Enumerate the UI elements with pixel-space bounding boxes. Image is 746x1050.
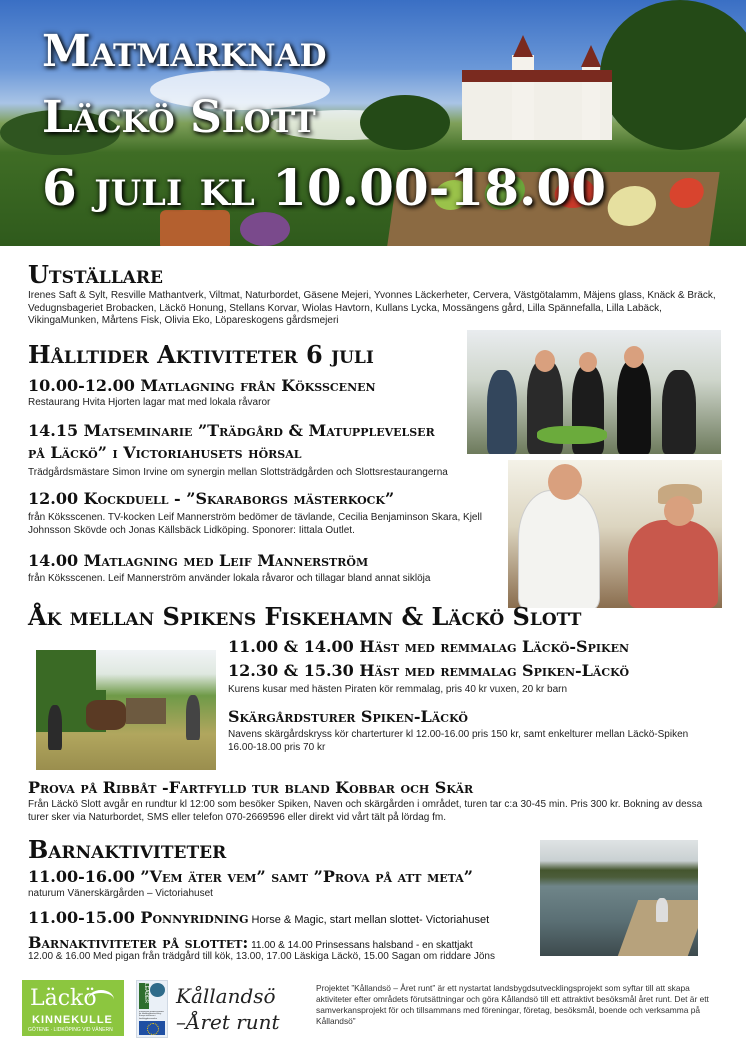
kids-3-text: 11.00 & 14.00 Prinsessans halsband - en skattjakt: [248, 940, 473, 951]
activity-3-title: 12.00 Kockduell - ”Skaraborgs mästerkock”: [28, 489, 395, 508]
activity-4-text: från Köksscenen. Leif Mannerström använder lokala råvaror och tillagar bland annat siklöja: [28, 573, 431, 584]
eu-caption: Europeiska jordbruksfonden för landsbygdsutveckling: Europa investerar i landsbygdsområden: [139, 1011, 164, 1020]
kallandso-logo-line1: Kållandsö: [176, 984, 276, 1008]
kids-heading: Barnaktiviteter: [28, 835, 227, 864]
activity-3-text: från Köksscenen. TV-kocken Leif Mannerström bedömer de tävlande, Cecilia Benjaminson Skara, Kjell Johnsson Skövde och Jonas Källsbäck Lidköping. Sponorer: Iittala Outlet.: [28, 512, 482, 536]
rib-title: Prova på Ribbåt -Fartfylld tur bland Kobbar och Skär: [28, 778, 474, 797]
hero-title-line3: 6 juli kl 10.00-18.00: [42, 158, 606, 217]
photo-crowd: [467, 330, 721, 454]
activity-2-title: 14.15 Matseminarie ”Trädgård & Matupplevelser: [28, 421, 435, 440]
lacko-kinnekulle-logo: [22, 980, 124, 1036]
logo2-text: LEADER: [143, 983, 149, 1004]
kids-1-text: naturum Vänerskärgården – Victoriahuset: [28, 888, 213, 899]
hero-title-line2: Läckö Slott: [42, 92, 316, 143]
activity-2-title-2: på Läckö” i Victoriahusets hörsal: [28, 443, 302, 462]
activity-2-text: Trädgårdsmästare Simon Irvine om synergin mellan Slottsträdgården och Slottsrestaurangerna: [28, 467, 448, 478]
horse-1-title: 11.00 & 14.00 Häst med remmalag Läckö-Spiken: [228, 637, 630, 656]
logo1-sub: KINNEKULLE: [32, 1014, 113, 1026]
tree: [360, 95, 450, 150]
hero-photo: [0, 0, 746, 246]
castle: [462, 40, 612, 140]
boat-title: Skärgårdsturer Spiken-Läckö: [228, 707, 468, 726]
boat-text: Navens skärgårdskryss kör charterturer kl 12.00-16.00 pris 150 kr, samt enkelturer mellan Läckö-Spiken 16.00-18.00 pris 70 kr: [228, 729, 689, 753]
kids-1-title: 11.00-16.00 ”Vem äter vem” samt ”Prova på att meta”: [28, 867, 473, 886]
logo1-tag: GÖTENE · LIDKÖPING VID VÄNERN: [28, 1027, 113, 1033]
globe-icon: [150, 983, 165, 997]
leader-eu-logo: [136, 980, 168, 1038]
wave-icon: [88, 990, 114, 1009]
exhibitors-text: Irenes Saft & Sylt, Resville Mathantverk, Viltmat, Naturbordet, Gäsene Mejeri, Yvonnes Läckerheter, Cervera, Västgötalamm, Mäjens glass, Knäck & Bräck, Vedugnsbageriet Brobacken, Läckö Honung, Stellans Korvar, Wiolas Havtorn, Kullans Lycka, Mossängens gård, Lilla Spännefalla, Lilla Labäck, VikingaMunken, Mårtens Fisk, Olivia Eko, Löpareskogens gårdsmejeri: [28, 290, 716, 326]
hero-title-line1: Matmarknad: [42, 26, 327, 77]
kids-3-title: Barnaktiviteter på slottet:: [28, 933, 249, 952]
activity-1-text: Restaurang Hvita Hjorten lagar mat med lokala råvaror: [28, 397, 271, 408]
activity-4-title: 14.00 Matlagning med Leif Mannerström: [28, 551, 369, 570]
kids-2-row: [28, 908, 489, 928]
kids-2-title: 11.00-15.00 Ponnyridning: [28, 908, 249, 927]
photo-fishing-dock: [540, 840, 698, 956]
photo-horse-carriage: [36, 650, 216, 770]
logo1-name: Läckö: [30, 986, 97, 1011]
tree: [600, 0, 746, 150]
transport-heading: Åk mellan Spikens Fiskehamn & Läckö Slott: [28, 602, 582, 631]
kids-3-row: [28, 933, 473, 953]
eu-flag-icon: [139, 1021, 165, 1035]
horse-text: Kurens kusar med hästen Piraten kör remmalag, pris 40 kr vuxen, 20 kr barn: [228, 684, 568, 695]
project-text: Projektet ”Kållandsö – Året runt” är ett nystartat landsbygdsutvecklingsprojekt som syftar till att skapa aktiviteter efter områdets förutsättningar och göra Kållandsö till ett attraktivt besöksmål året runt. Det är ett samverkansprojekt för och tillsammans med föreningar, företag, besöksmål, boende och verksamma på Kållandsö”: [316, 983, 709, 1026]
kids-3-text-2: 12.00 & 16.00 Med pigan från trädgård till kök, 13.00, 17.00 Läskiga Läckö, 15.00 Sagan om riddare Jöns: [28, 951, 495, 962]
vegetables: [240, 212, 290, 246]
rib-text: Från Läckö Slott avgår en rundtur kl 12:00 som besöker Spiken, Naven och skärgården i området, turen tar c:a 30-45 min. Pris 300 kr. Bokning av dessa turer sker via Naturbordet, SMS eller telefon 070-2669596 eller direkt vid vårt tält på lördag fm.: [28, 799, 703, 823]
exhibitors-heading: Utställare: [28, 260, 163, 289]
photo-chef: [508, 460, 722, 608]
kids-2-text: Horse & Magic, start mellan slottet- Victoriahuset: [248, 914, 490, 926]
activity-1-title: 10.00-12.00 Matlagning från Köksscenen: [28, 376, 376, 395]
kallandso-logo-line2: –Året runt: [176, 1010, 280, 1034]
horse-2-title: 12.30 & 15.30 Häst med remmalag Spiken-Läckö: [228, 661, 630, 680]
activities-heading: Hålltider Aktiviteter 6 juli: [28, 340, 374, 369]
